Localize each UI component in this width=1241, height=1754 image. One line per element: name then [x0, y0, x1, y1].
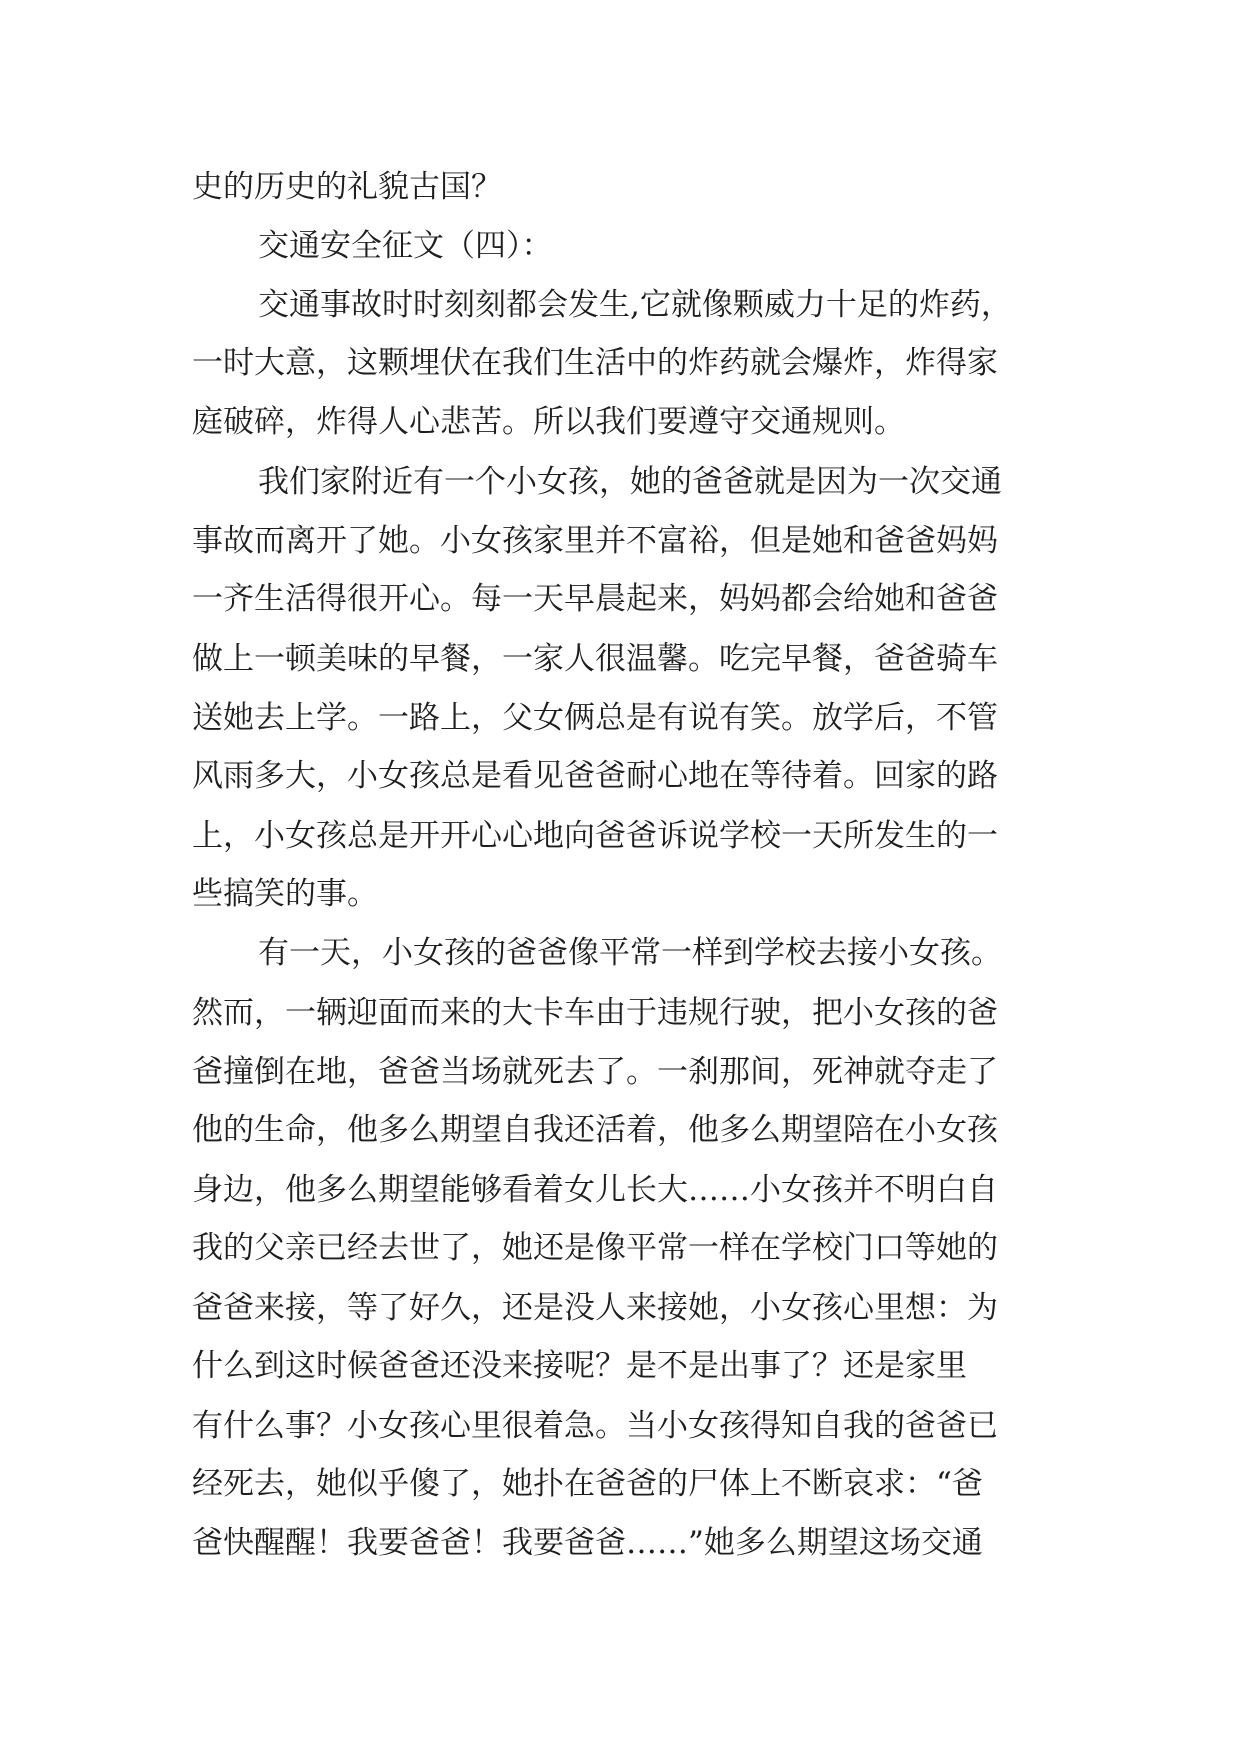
text-line: 我的父亲已经去世了，她还是像平常一样在学校门口等她的 — [192, 1230, 998, 1266]
text-line: 一齐生活得很开心。每一天早晨起来，妈妈都会给她和爸爸 — [192, 581, 998, 617]
text-line: 有什么事？小女孩心里很着急。当小女孩得知自我的爸爸已 — [192, 1408, 998, 1444]
text-line: 爸快醒醒！我要爸爸！我要爸爸……”她多么期望这场交通 — [192, 1525, 983, 1561]
text-line: 上，小女孩总是开开心心地向爸爸诉说学校一天所发生的一 — [192, 818, 998, 854]
text-line: 身边，他多么期望能够看着女儿长大……小女孩并不明白自 — [192, 1172, 998, 1208]
text-line: 经死去，她似乎傻了，她扑在爸爸的尸体上不断哀求：“爸 — [192, 1466, 983, 1502]
text-line: 些搞笑的事。 — [192, 876, 378, 912]
text-line: 送她去上学。一路上，父女俩总是有说有笑。放学后，不管 — [192, 700, 998, 736]
text-line: 史的历史的礼貌古国？ — [192, 169, 502, 205]
text-line: 风雨多大，小女孩总是看见爸爸耐心地在等待着。回家的路 — [192, 758, 998, 794]
section-heading: 交通安全征文（四）： — [258, 228, 553, 264]
text-line: 然而，一辆迎面而来的大卡车由于违规行驶，把小女孩的爸 — [192, 995, 998, 1031]
text-line: 交通事故时时刻刻都会发生,它就像颗威力十足的炸药， — [258, 287, 1012, 323]
text-line: 庭破碎，炸得人心悲苦。所以我们要遵守交通规则。 — [192, 404, 905, 440]
text-line: 做上一顿美味的早餐，一家人很温馨。吃完早餐，爸爸骑车 — [192, 641, 998, 677]
text-line: 爸爸来接，等了好久，还是没人来接她，小女孩心里想：为 — [192, 1290, 998, 1326]
text-line: 事故而离开了她。小女孩家里并不富裕，但是她和爸爸妈妈 — [192, 523, 998, 559]
text-line: 什么到这时候爸爸还没来接呢？是不是出事了？还是家里 — [192, 1348, 967, 1384]
text-line: 爸撞倒在地，爸爸当场就死去了。一刹那间，死神就夺走了 — [192, 1054, 998, 1090]
text-line: 他的生命，他多么期望自我还活着，他多么期望陪在小女孩 — [192, 1112, 998, 1148]
text-line: 一时大意，这颗埋伏在我们生活中的炸药就会爆炸，炸得家 — [192, 345, 998, 381]
text-line: 我们家附近有一个小女孩，她的爸爸就是因为一次交通 — [258, 464, 1002, 500]
text-line: 有一天，小女孩的爸爸像平常一样到学校去接小女孩。 — [258, 935, 1002, 971]
